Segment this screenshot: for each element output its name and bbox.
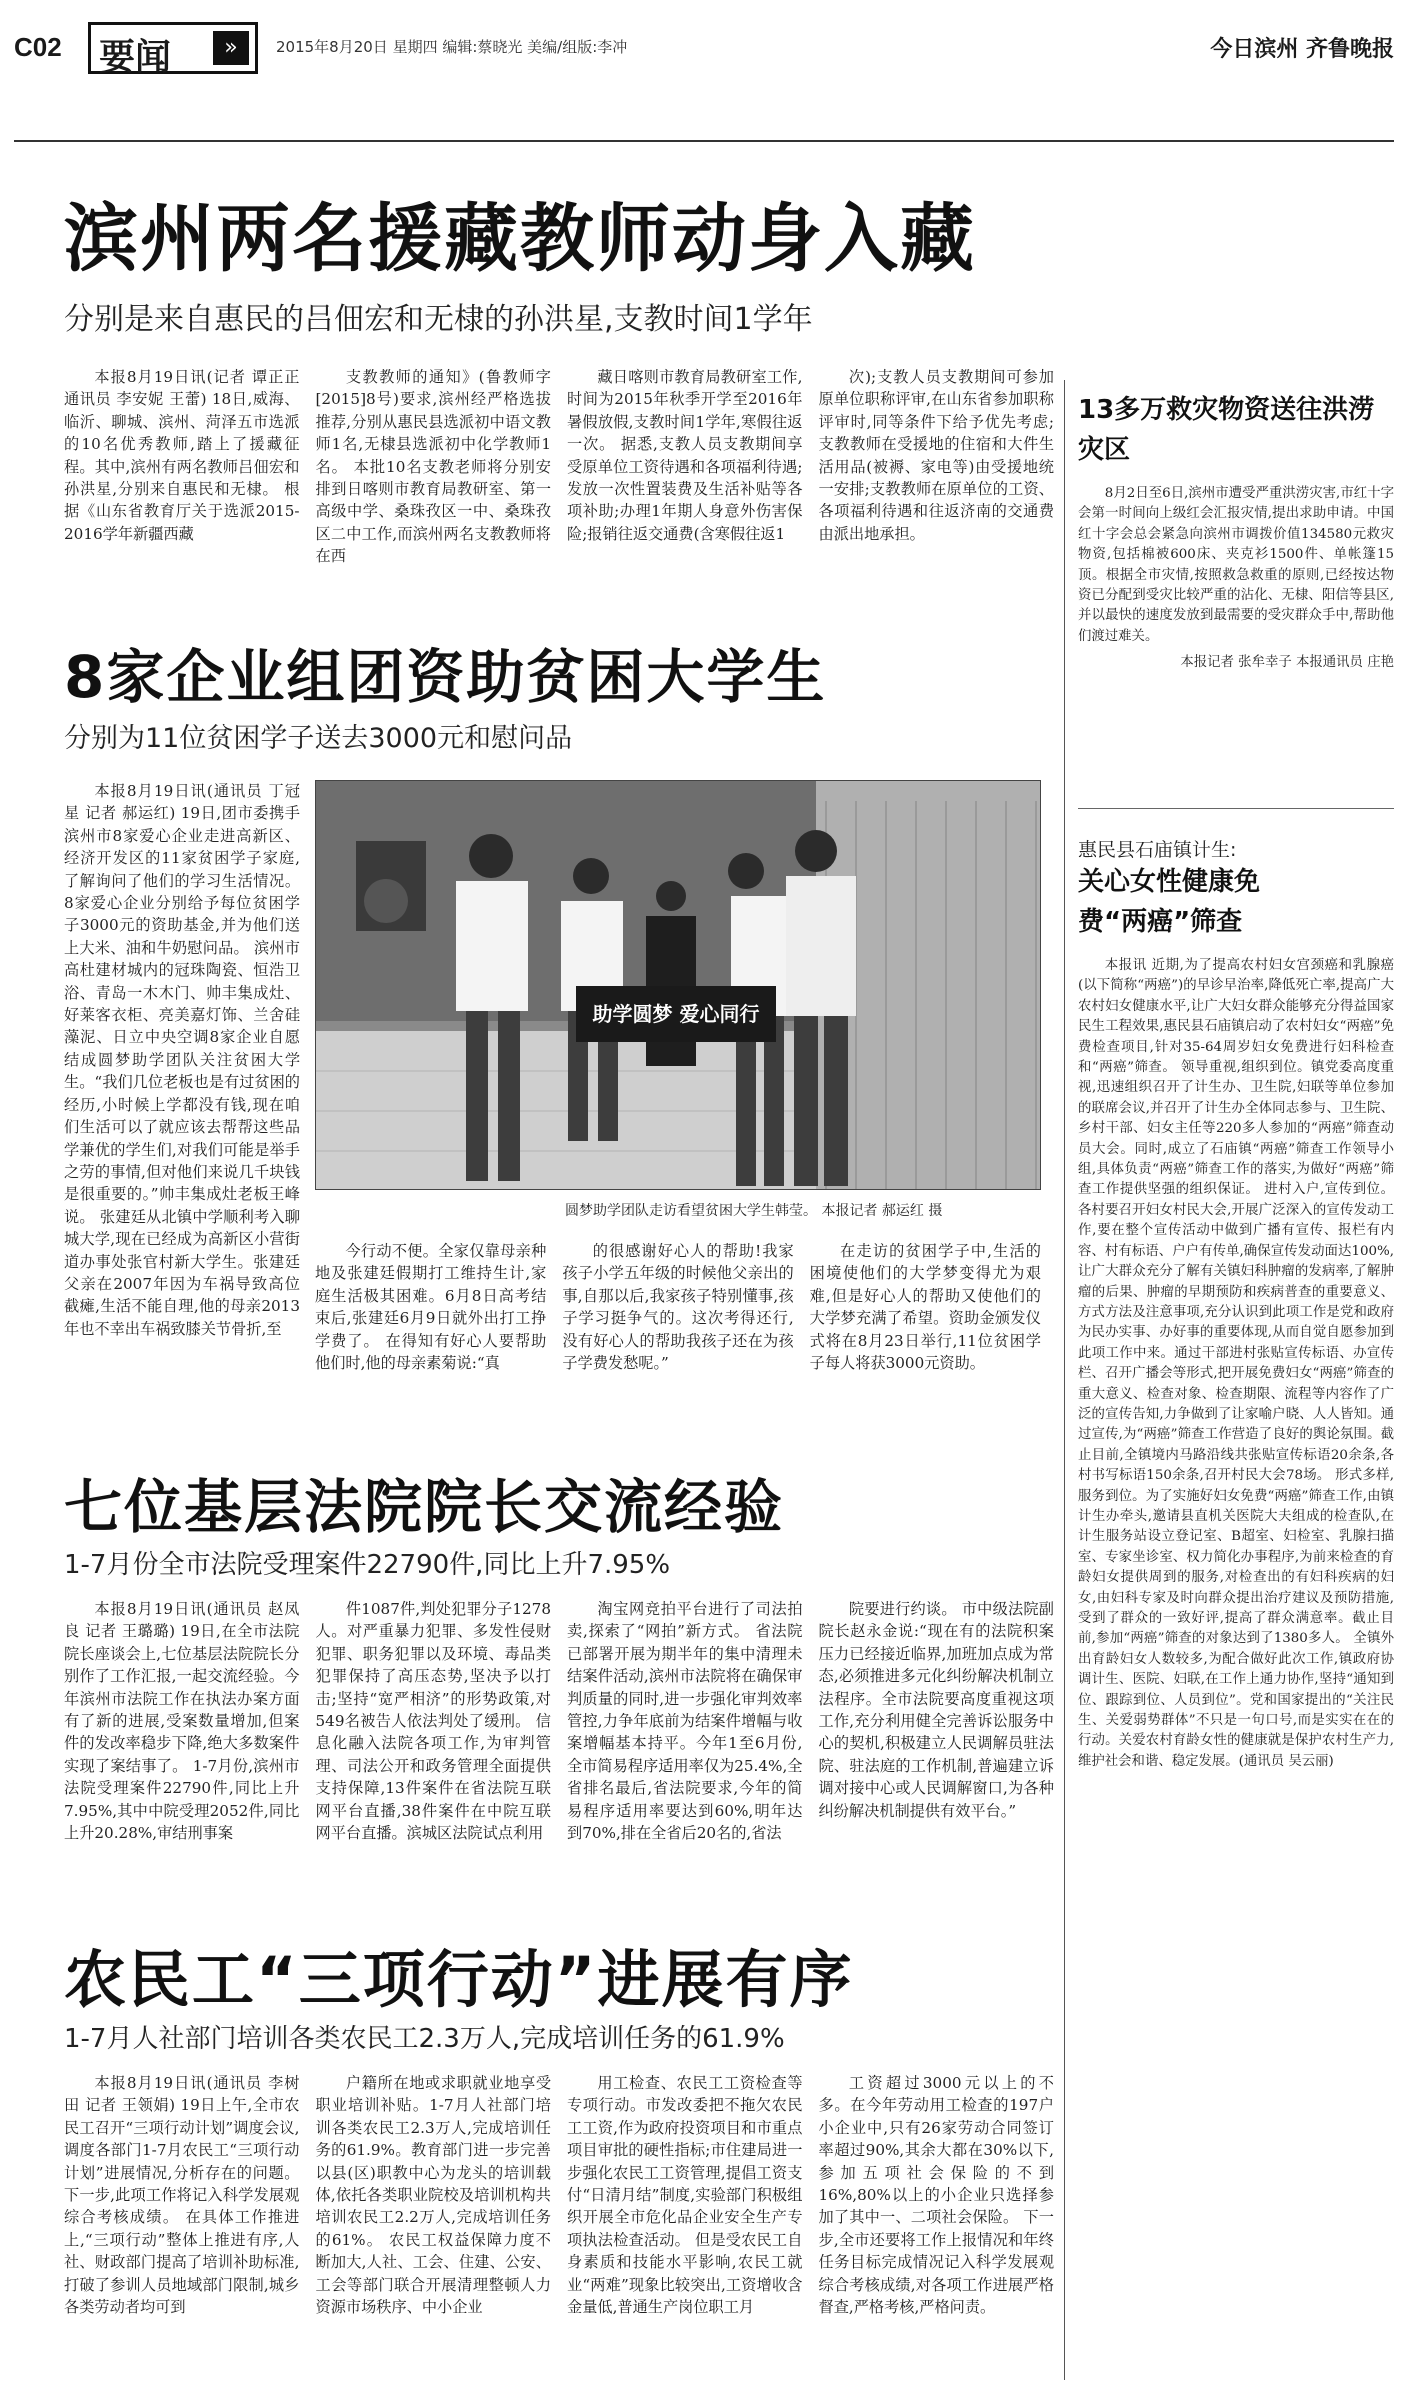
photo-illustration	[316, 781, 1041, 1190]
sidebar-story1-byline: 本报记者 张牟幸子 本报通讯员 庄艳	[1180, 655, 1394, 671]
article4-col1: 本报8月19日讯(通讯员 李树田 记者 王领娟) 19日上午,全市农民工召开“三项行动计划”调度会议,调度各部门1-7月农民工“三项行动计划”进展情况,分析存在的问题。下一步,此项工作将记入科学发展观综合考核成绩。 在具体工作推进上,“三项行动”整体上推进有序,人社、财政部门提高了培训补助标准,打破了参训人员地域部门限制,城乡各类劳动者均可到	[64, 2074, 300, 2317]
article3-body	[64, 1598, 1054, 1888]
article4-body	[64, 2072, 1054, 2372]
masthead-brand: 今日滨州 齐鲁晚报	[1210, 37, 1394, 62]
article2-side-body	[64, 780, 300, 1460]
article1-subhead: 分别是来自惠民的吕佃宏和无棣的孙洪星,支教时间1学年	[64, 302, 813, 337]
article3-headline: 七位基层法院院长交流经验	[64, 1473, 785, 1541]
page-header	[14, 20, 1394, 80]
article2-headline: 8家企业组团资助贫困大学生	[64, 643, 827, 711]
article2-lower-col2: 的很感谢好心人的帮助!我家孩子小学五年级的时候他父亲出的事,自那以后,我家孩子特别懂事,孩子学习挺争气的。这次考得还行,没有好心人的帮助我孩子还在为孩子学费发愁呢。”	[562, 1242, 794, 1373]
article2-subhead: 分别为11位贫困学子送去3000元和慰问品	[64, 723, 573, 754]
article3-col3: 淘宝网竞拍平台进行了司法拍卖,探索了“网拍”新方式。 省法院已部署开展为期半年的集中清理未结案件活动,滨州市法院将在确保审判质量的同时,进一步强化审判效率管控,力争年底前为结案件增幅与收案增幅基本持平。今年1至6月份,全市简易程序适用率仅为25.4%,全省排名最后,省法院要求,今年的简易程序适用率要达到60%,明年达到70%,排在全省后20名的,省法	[567, 1600, 803, 1843]
article3-subhead: 1-7月份全市法院受理案件22790件,同比上升7.95%	[64, 1550, 671, 1580]
article4-col2: 户籍所在地或求职就业地享受职业培训补贴。1-7月人社部门培训各类农民工2.3万人,完成培训任务的61.9%。教育部门进一步完善以县(区)职教中心为龙头的培训载体,依托各类职业院校及培训机构共培训农民工2.2万人,完成培训任务的61%。 农民工权益保障力度不断加大,人社、工会、住建、公安、工会等部门联合开展清理整顿人力资源市场秩序、中小企业	[315, 2074, 551, 2317]
article4-col3: 用工检查、农民工工资检查等专项行动。市发改委把不拖欠农民工工资,作为政府投资项目和市重点项目审批的硬性指标;市住建局进一步强化农民工工资管理,提倡工资支付“日清月结”制度,实验部门积极组织开展全市危化品企业安全生产专项执法检查活动。 但是受农民工自身素质和技能水平影响,农民工就业“两难”现象比较突出,工资增收含金量低,普通生产岗位职工月	[567, 2074, 803, 2317]
sidebar-story1	[1078, 380, 1394, 790]
section-label: 要闻	[99, 36, 172, 78]
article3-col2: 件1087件,判处犯罪分子1278人。对严重暴力犯罪、多发性侵财犯罪、职务犯罪以及环境、毒品类犯罪保持了高压态势,坚决予以打击;坚持“宽严相济”的形势政策,对549名被告人依法判处了缓刑。 信息化融入法院各项工作,为审判管理、司法公开和政务管理全面提供支持保障,13件案件在省法院互联网平台直播,38件案件在中院互联网平台直播。滨城区法院试点利用	[315, 1600, 551, 1843]
article3-col1: 本报8月19日讯(通讯员 赵凤良 记者 王璐璐) 19日,在全市法院院长座谈会上,七位基层法院院长分别作了工作汇报,一起交流经验。今年滨州市法院工作在执法办案方面有了新的进展,受案数量增加,但案件的发改率稳步下降,绝大多数案件实现了案结事了。 1-7月份,滨州市法院受理案件22790件,同比上升7.95%,其中中院受理2052件,同比上升20.28%,审结刑事案	[64, 1600, 300, 1843]
article1-headline: 滨州两名援藏教师动身入藏	[64, 196, 976, 282]
sidebar-divider	[1064, 380, 1065, 2380]
news-photo	[315, 780, 1041, 1190]
sidebar	[1078, 380, 1394, 2380]
sidebar-story2-title: 关心女性健康免费“两癌”筛查	[1078, 867, 1261, 937]
article4-headline: 农民工“三项行动”进展有序	[64, 1943, 854, 2016]
sidebar-story1-body: 8月2日至6日,滨州市遭受严重洪涝灾害,市红十字会第一时间向上级红会汇报灾情,提出求助申请。中国红十字会总会紧急向滨州市调拨价值134580元救灾物资,包括棉被600床、夹克衫1500件、单帐篷15顶。根据全市灾情,按照救急救重的原则,已经按达物资已分配到受灾比较严重的沾化、无棣、阳信等县区,并以最快的速度发放到最需要的受灾群众手中,帮助他们渡过难关。	[1078, 486, 1394, 644]
issue-meta: 2015年8月20日 星期四 编辑:蔡晓光 美编/组版:李冲	[276, 38, 628, 56]
sidebar-story1-title: 13多万救灾物资送往洪涝灾区	[1078, 395, 1375, 465]
article4-subhead: 1-7月人社部门培训各类农民工2.3万人,完成培训任务的61.9%	[64, 2024, 785, 2054]
section-tag	[88, 22, 258, 78]
sidebar-story2	[1078, 827, 1394, 2357]
sidebar-rule	[1078, 808, 1394, 809]
photo-banner-text: 助学圆梦 爱心同行	[592, 1002, 760, 1026]
sidebar-story2-body: 本报讯 近期,为了提高农村妇女宫颈癌和乳腺癌(以下简称“两癌”)的早诊早治率,降低死亡率,提高广大农村妇女健康水平,让广大妇女群众能够充分得益国家民生工程效果,惠民县石庙镇启动了农村妇女“两癌”免费检查项目,针对35-64周岁妇女免费进行妇科检查和“两癌”筛查。 领导重视,组织到位。镇党委高度重视,迅速组织召开了计生办、卫生院,妇联等单位参加的联席会议,并召开了计生办全体同志参与、卫生院、乡村干部、妇女主任等220多人参加的“两癌”筛查动员大会。同时,成立了石庙镇“两癌”筛查工作领导小组,具体负责“两癌”筛查工作的落实,为做好“两癌”筛查工作提供坚强的组织保证。 进村入户,宣传到位。各村要召开妇女村民大会,开展广泛深入的宣传发动工作,要在整个宣传活动中做到广播有宣传、报栏有内容、村有标语、户户有传单,确保宣传发动面达100%,让广大群众充分了解有关镇妇科肿瘤的发病率,了解肿瘤的后果、肿瘤的早期预防和疾病普查的重要意义、方式方法及注意事项,充分认识到此项工作是党和政府为民办实事、办好事的重要体现,从而自觉自愿参加到此项工作中来。通过干部进村张贴宣传标语、办宣传栏、召开广播会等形式,把开展免费妇女“两癌”筛查的重大意义、检查对象、检查期限、流程等内容作了广泛的宣传告知,力争做到了让家喻户晓、人人皆知。通过宣传,为“两癌”筛查工作营造了良好的舆论氛围。截止目前,全镇境内马路沿线共张贴宣传标语20余条,各村书写标语150余条,召开村民大会78场。 形式多样,服务到位。为了实施好妇女免费“两癌”筛查工作,由镇计生办牵头,邀请县直机关医院大夫组成的检查队,在计生服务站设立登记室、B超室、妇检室、乳腺扫描室、专家坐诊室、权力简化办事程序,为前来检查的育龄妇女提供周到的服务,对检查出的有妇科疾病的妇女,由妇科专家及时向群众提出治疗建议及预防措施,受到了群众的一致好评,提高了群众满意率。截止目前,参加“两癌”筛查的对象达到了1380多人。 全镇外出育龄妇女人数较多,为配合做好此次工作,镇政府协调计生、医院、妇联,在工作上通力协作,坚持“通知到位、跟踪到位、人员到位”。党和国家提出的“关注民生、关爱弱势群体”不只是一句口号,而是实实在在的行动。关爱农村育龄女性的健康就是保护农村生产力,维护社会和谐、稳定发展。(通讯员 吴云丽)	[1078, 958, 1394, 1769]
article2-lower-col3: 在走访的贫困学子中,生活的困境使他们的大学梦变得尤为艰难,但是好心人的帮助又使他们的大学梦充满了希望。资助金颁发仪式将在8月23日举行,11位贫困学子每人将获3000元资助。	[809, 1242, 1041, 1373]
page-code: C02	[14, 32, 62, 62]
article1-body	[64, 366, 1054, 592]
article4-col4: 工资超过3000元以上的不多。在今年劳动用工检查的197户小企业中,只有26家劳动合同签订率超过90%,其余大都在30%以下,参加五项社会保险的不到16%,80%以上的小企业只选择参加了其中一、二项社会保险。 下一步,全市还要将工作上报情况和年终任务目标完成情况记入科学发展观综合考核成绩,对各项工作进展严格督查,严格考核,严格问责。	[818, 2074, 1054, 2317]
sidebar-story2-kicker: 惠民县石庙镇计生:	[1078, 839, 1237, 861]
article2-lower-col1: 今行动不便。全家仅靠母亲种地及张建廷假期打工维持生计,家庭生活极其困难。6月8日高考结束后,张建廷6月9日就外出打工挣学费了。 在得知有好心人要帮助他们时,他的母亲素菊说:“真	[315, 1242, 547, 1373]
header-rule	[14, 140, 1394, 142]
article3-col4: 院要进行约谈。 市中级法院副院长赵永金说:“现在有的法院积案压力已经接近临界,加班加点成为常态,必须推进多元化纠纷解决机制立法程序。全市法院要高度重视这项工作,充分利用健全完善诉讼服务中心的契机,积极建立人民调解员驻法院、驻法庭的工作机制,普遍建立诉调对接中心或人民调解窗口,为各种纠纷解决机制提供有效平台。”	[818, 1600, 1054, 1820]
article2-side-col: 本报8月19日讯(通讯员 丁冠星 记者 郝运红) 19日,团市委携手滨州市8家爱心企业走进高新区、经济开发区的11家贫困学子家庭,了解询问了他们的学习生活情况。8家爱心企业分别给予每位贫困学子3000元的资助基金,并为他们送上大米、油和牛奶慰问品。 滨州市高杜建材城内的冠珠陶瓷、恒浩卫浴、青岛一木木门、帅丰集成灶、好莱客衣柜、亮美嘉灯饰、兰舍硅藻泥、日立中央空调8家企业自愿结成圆梦助学团队关注贫困大学生。“我们几位老板也是有过贫困的经历,小时候上学都没有钱,现在咱们生活可以了就应该去帮帮这些品学兼优的学生们,对我们可能是举手之劳的事情,但对他们来说几千块钱是很重要的。”帅丰集成灶老板王峰说。 张建廷从北镇中学顺利考入聊城大学,现在已经成为高新区小营街道办事处张官村新大学生。张建廷父亲在2007年因为车祸导致高位截瘫,生活不能自理,他的母亲2013年也不幸出车祸致膝关节骨折,至	[64, 782, 300, 1338]
article1-col4: 次);支教人员支教期间可参加原单位职称评审,在山东省参加职称评审时,同等条件下给予优先考虑;支教教师在受援地的住宿和大件生活用品(被褥、家电等)由受援地统一安排;支教教师在原单位的工资、各项福利待遇和往返济南的交通费由派出地承担。	[818, 368, 1054, 543]
article2-lower-body	[315, 1240, 1041, 1420]
photo-caption: 圆梦助学团队走访看望贫困大学生韩莹。 本报记者 郝运红 摄	[565, 1203, 943, 1219]
article1-col2: 支教教师的通知》(鲁教师字[2015]8号)要求,滨州经严格选拔推荐,分别从惠民县选派初中语文教师1名,无棣县选派初中化学教师1名。 本批10名支教老师将分别安排到日喀则市教育局教研室、第一高级中学、桑珠孜区一中、桑珠孜区二中工作,而滨州两名支教教师将在西	[315, 368, 551, 566]
article1-col3: 藏日喀则市教育局教研室工作,时间为2015年秋季开学至2016年暑假放假,支教时间1学年,寒假往返一次。 据悉,支教人员支教期间享受原单位工资待遇和各项福利待遇;发放一次性置装费及生活补贴等各项补助;办理1年期人身意外伤害保险;报销往返交通费(含寒假往返1	[567, 368, 803, 543]
double-chevron-icon: »	[213, 31, 249, 65]
article1-col1: 本报8月19日讯(记者 谭正正 通讯员 李安妮 王蕾) 18日,威海、临沂、聊城、滨州、菏泽五市选派的10名优秀教师,踏上了援藏征程。其中,滨州有两名教师吕佃宏和孙洪星,分别来自惠民和无棣。 根据《山东省教育厅关于选派2015-2016学年新疆西藏	[64, 368, 300, 543]
